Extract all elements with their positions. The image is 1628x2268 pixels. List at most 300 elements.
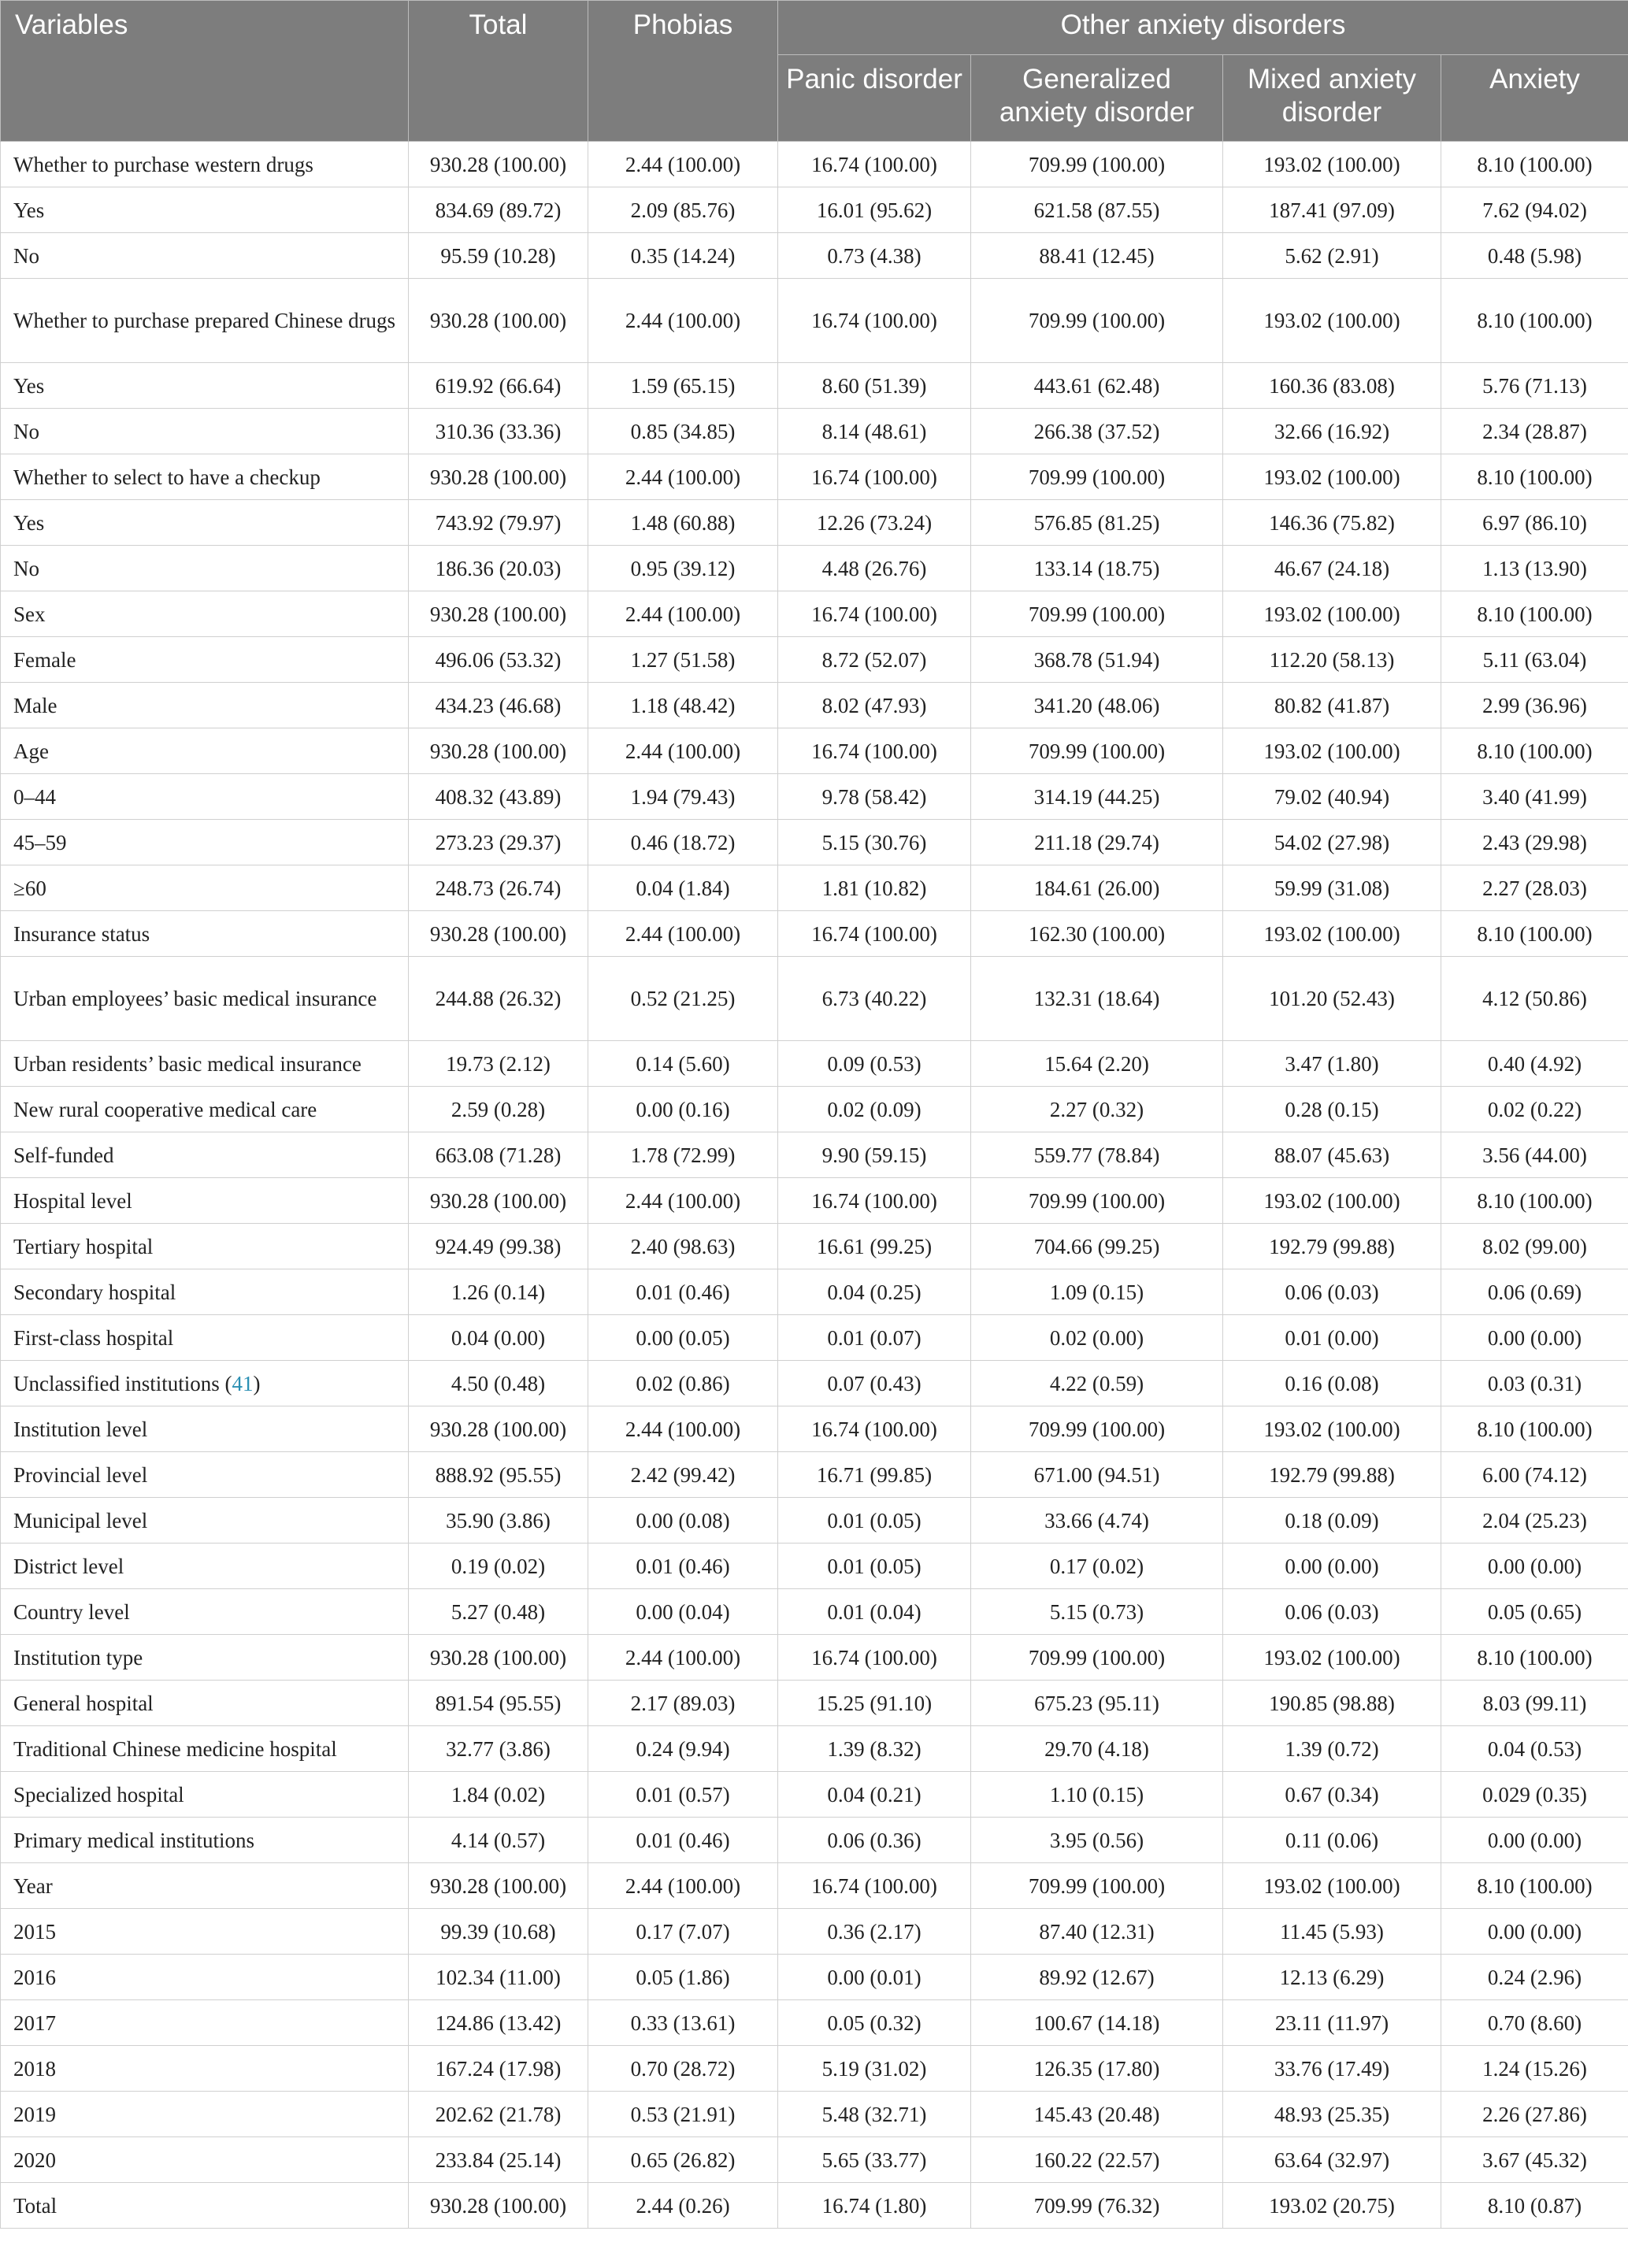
- table-row: [1, 546, 1628, 591]
- table-cell: 146.36 (75.82): [1223, 500, 1441, 546]
- row-label-text: No: [13, 243, 39, 268]
- table-row: [1, 1361, 1628, 1406]
- table-cell: 930.28 (100.00): [409, 1178, 588, 1224]
- table-cell: 8.03 (99.11): [1441, 1681, 1628, 1726]
- table-cell: 5.62 (2.91): [1223, 233, 1441, 279]
- row-label: [1, 774, 409, 820]
- table-row: [1, 728, 1628, 774]
- row-label-text: Municipal level: [13, 1508, 148, 1532]
- table-cell: 0.07 (0.43): [778, 1361, 971, 1406]
- table-cell: 709.99 (76.32): [971, 2183, 1223, 2229]
- table-cell: 0.06 (0.03): [1223, 1589, 1441, 1635]
- row-label: [1, 409, 409, 454]
- table-cell: 0.04 (1.84): [588, 865, 778, 911]
- table-cell: 2.42 (99.42): [588, 1452, 778, 1498]
- table-cell: 233.84 (25.14): [409, 2137, 588, 2183]
- row-label: [1, 1041, 409, 1087]
- table-cell: 87.40 (12.31): [971, 1909, 1223, 1955]
- table-cell: 0.40 (4.92): [1441, 1041, 1628, 1087]
- table-cell: 0.06 (0.36): [778, 1818, 971, 1863]
- table-cell: 132.31 (18.64): [971, 957, 1223, 1041]
- table-cell: 0.01 (0.00): [1223, 1315, 1441, 1361]
- table-row: [1, 1132, 1628, 1178]
- table-cell: 186.36 (20.03): [409, 546, 588, 591]
- table-row: [1, 820, 1628, 865]
- row-label-text: No: [13, 419, 39, 443]
- table-cell: 0.09 (0.53): [778, 1041, 971, 1087]
- table-cell: 16.74 (100.00): [778, 1406, 971, 1452]
- table-cell: 0.00 (0.00): [1441, 1315, 1628, 1361]
- table-cell: 0.00 (0.05): [588, 1315, 778, 1361]
- table-cell: 2.44 (100.00): [588, 454, 778, 500]
- table-cell: 4.12 (50.86): [1441, 957, 1628, 1041]
- row-label-text: Sex: [13, 602, 46, 626]
- table-cell: 0.00 (0.04): [588, 1589, 778, 1635]
- header-variables: Variables: [1, 1, 409, 142]
- table-row: [1, 363, 1628, 409]
- header-total: Total: [409, 1, 588, 142]
- table-cell: 32.66 (16.92): [1223, 409, 1441, 454]
- table-cell: 4.14 (0.57): [409, 1818, 588, 1863]
- table-cell: 8.10 (0.87): [1441, 2183, 1628, 2229]
- row-label-text: Specialized hospital: [13, 1782, 184, 1807]
- table-cell: 5.27 (0.48): [409, 1589, 588, 1635]
- table-cell: 160.22 (22.57): [971, 2137, 1223, 2183]
- table-row: [1, 1863, 1628, 1909]
- table-header: [1, 1, 1628, 142]
- table-cell: 9.78 (58.42): [778, 774, 971, 820]
- row-label-text: Whether to purchase prepared Chinese drugs: [13, 309, 396, 332]
- table-row: [1, 1224, 1628, 1269]
- table-cell: 89.92 (12.67): [971, 1955, 1223, 2000]
- row-label: [1, 911, 409, 957]
- table-cell: 145.43 (20.48): [971, 2092, 1223, 2137]
- row-label-text: 45–59: [13, 830, 67, 854]
- table-cell: 1.39 (8.32): [778, 1726, 971, 1772]
- table-cell: 0.18 (0.09): [1223, 1498, 1441, 1544]
- table-cell: 0.11 (0.06): [1223, 1818, 1441, 1863]
- table-cell: 2.44 (100.00): [588, 1863, 778, 1909]
- table-cell: 16.74 (100.00): [778, 1178, 971, 1224]
- table-cell: 193.02 (100.00): [1223, 142, 1441, 187]
- table-cell: 8.10 (100.00): [1441, 454, 1628, 500]
- table-cell: 0.00 (0.00): [1441, 1909, 1628, 1955]
- table-cell: 2.44 (100.00): [588, 911, 778, 957]
- table-cell: 8.10 (100.00): [1441, 911, 1628, 957]
- table-cell: 930.28 (100.00): [409, 454, 588, 500]
- table-cell: 211.18 (29.74): [971, 820, 1223, 865]
- table-cell: 3.40 (41.99): [1441, 774, 1628, 820]
- table-row: [1, 1544, 1628, 1589]
- table-cell: 46.67 (24.18): [1223, 546, 1441, 591]
- table-cell: 193.02 (100.00): [1223, 1863, 1441, 1909]
- table-cell: 6.73 (40.22): [778, 957, 971, 1041]
- table-cell: 8.02 (47.93): [778, 683, 971, 728]
- row-label-text: Female: [13, 647, 76, 672]
- table-cell: 33.66 (4.74): [971, 1498, 1223, 1544]
- table-cell: 0.03 (0.31): [1441, 1361, 1628, 1406]
- table-cell: 443.61 (62.48): [971, 363, 1223, 409]
- table-cell: 184.61 (26.00): [971, 865, 1223, 911]
- row-label-text: ≥60: [13, 876, 46, 900]
- row-label-text: New rural cooperative medical care: [13, 1097, 317, 1121]
- table-cell: 8.10 (100.00): [1441, 142, 1628, 187]
- table-row: [1, 1406, 1628, 1452]
- row-label: [1, 1818, 409, 1863]
- row-label-text: Provincial level: [13, 1462, 148, 1487]
- row-label: [1, 1589, 409, 1635]
- table-cell: 16.74 (100.00): [778, 728, 971, 774]
- table-cell: 0.24 (2.96): [1441, 1955, 1628, 2000]
- table-cell: 160.36 (83.08): [1223, 363, 1441, 409]
- row-label-text: Unclassified institutions: [13, 1371, 220, 1395]
- row-label: [1, 1087, 409, 1132]
- table-cell: 0.19 (0.02): [409, 1544, 588, 1589]
- table-row: [1, 865, 1628, 911]
- table-row: [1, 1726, 1628, 1772]
- table-cell: 2.27 (0.32): [971, 1087, 1223, 1132]
- table-cell: 0.01 (0.04): [778, 1589, 971, 1635]
- table-cell: 1.10 (0.15): [971, 1772, 1223, 1818]
- table-cell: 0.01 (0.46): [588, 1269, 778, 1315]
- row-label-text: Institution level: [13, 1417, 148, 1441]
- table-row: [1, 2000, 1628, 2046]
- table-row: [1, 1589, 1628, 1635]
- table-cell: 310.36 (33.36): [409, 409, 588, 454]
- table-cell: 888.92 (95.55): [409, 1452, 588, 1498]
- table-row: [1, 409, 1628, 454]
- table-cell: 0.28 (0.15): [1223, 1087, 1441, 1132]
- table-row: [1, 911, 1628, 957]
- row-label: [1, 1772, 409, 1818]
- table-cell: 100.67 (14.18): [971, 2000, 1223, 2046]
- row-label: [1, 1406, 409, 1452]
- header-generalized-anxiety-disorder: Generalized anxiety disorder: [971, 55, 1223, 142]
- table-cell: 0.00 (0.16): [588, 1087, 778, 1132]
- table-cell: 0.00 (0.00): [1441, 1544, 1628, 1589]
- reference-link[interactable]: 41: [232, 1371, 254, 1395]
- row-label: [1, 454, 409, 500]
- table-cell: 930.28 (100.00): [409, 1406, 588, 1452]
- table-row: [1, 1772, 1628, 1818]
- table-cell: 2.44 (0.26): [588, 2183, 778, 2229]
- table-cell: 16.01 (95.62): [778, 187, 971, 233]
- table-cell: 5.11 (63.04): [1441, 637, 1628, 683]
- table-row: [1, 454, 1628, 500]
- table-cell: 0.65 (26.82): [588, 2137, 778, 2183]
- table-cell: 0.70 (28.72): [588, 2046, 778, 2092]
- table-row: [1, 1178, 1628, 1224]
- table-cell: 273.23 (29.37): [409, 820, 588, 865]
- row-label-text: Age: [13, 739, 49, 763]
- table-row: [1, 1955, 1628, 2000]
- table-cell: 930.28 (100.00): [409, 1635, 588, 1681]
- row-label: [1, 1498, 409, 1544]
- table-cell: 0.36 (2.17): [778, 1909, 971, 1955]
- table-cell: 11.45 (5.93): [1223, 1909, 1441, 1955]
- table-cell: 16.74 (100.00): [778, 591, 971, 637]
- row-label: [1, 500, 409, 546]
- table-cell: 0.05 (1.86): [588, 1955, 778, 2000]
- table-cell: 5.76 (71.13): [1441, 363, 1628, 409]
- table-cell: 2.27 (28.03): [1441, 865, 1628, 911]
- table-cell: 126.35 (17.80): [971, 2046, 1223, 2092]
- row-label-text: No: [13, 556, 39, 580]
- row-label: [1, 2137, 409, 2183]
- table-cell: 576.85 (81.25): [971, 500, 1223, 546]
- table-row: [1, 1818, 1628, 1863]
- table-row: [1, 1087, 1628, 1132]
- table-cell: 930.28 (100.00): [409, 728, 588, 774]
- table-cell: 193.02 (100.00): [1223, 728, 1441, 774]
- row-label-text: Tertiary hospital: [13, 1234, 154, 1258]
- table-cell: 266.38 (37.52): [971, 409, 1223, 454]
- table-cell: 709.99 (100.00): [971, 1863, 1223, 1909]
- table-cell: 2.44 (100.00): [588, 279, 778, 363]
- row-label: Unclassified institutions (41): [1, 1361, 409, 1406]
- table-cell: 1.26 (0.14): [409, 1269, 588, 1315]
- table-cell: 0.00 (0.08): [588, 1498, 778, 1544]
- table-cell: 930.28 (100.00): [409, 911, 588, 957]
- table-cell: 15.64 (2.20): [971, 1041, 1223, 1087]
- table-cell: 0.33 (13.61): [588, 2000, 778, 2046]
- table-cell: 2.44 (100.00): [588, 1406, 778, 1452]
- row-label-text: 2018: [13, 2056, 56, 2081]
- row-label-text: Country level: [13, 1599, 130, 1624]
- table-cell: 0.01 (0.46): [588, 1818, 778, 1863]
- table-cell: 4.50 (0.48): [409, 1361, 588, 1406]
- table-cell: 709.99 (100.00): [971, 279, 1223, 363]
- table-cell: 16.74 (100.00): [778, 454, 971, 500]
- table-cell: 80.82 (41.87): [1223, 683, 1441, 728]
- table-cell: 8.10 (100.00): [1441, 1863, 1628, 1909]
- table-cell: 0.01 (0.05): [778, 1544, 971, 1589]
- table-cell: 192.79 (99.88): [1223, 1452, 1441, 1498]
- table-cell: 193.02 (100.00): [1223, 911, 1441, 957]
- table-cell: 16.74 (100.00): [778, 279, 971, 363]
- table-cell: 709.99 (100.00): [971, 1635, 1223, 1681]
- table-cell: 2.17 (89.03): [588, 1681, 778, 1726]
- table-cell: 0.04 (0.00): [409, 1315, 588, 1361]
- table-cell: 1.27 (51.58): [588, 637, 778, 683]
- table-cell: 12.13 (6.29): [1223, 1955, 1441, 2000]
- table-cell: 102.34 (11.00): [409, 1955, 588, 2000]
- table-row: [1, 1452, 1628, 1498]
- table-cell: 32.77 (3.86): [409, 1726, 588, 1772]
- table-cell: 193.02 (100.00): [1223, 1406, 1441, 1452]
- table-cell: 63.64 (32.97): [1223, 2137, 1441, 2183]
- table-row: [1, 1498, 1628, 1544]
- table-cell: 0.02 (0.22): [1441, 1087, 1628, 1132]
- table-row: [1, 1269, 1628, 1315]
- table-cell: 79.02 (40.94): [1223, 774, 1441, 820]
- row-label-text: Yes: [13, 198, 45, 222]
- table-cell: 101.20 (52.43): [1223, 957, 1441, 1041]
- table-cell: 0.95 (39.12): [588, 546, 778, 591]
- table-cell: 133.14 (18.75): [971, 546, 1223, 591]
- table-cell: 8.14 (48.61): [778, 409, 971, 454]
- table-cell: 1.84 (0.02): [409, 1772, 588, 1818]
- table-row: [1, 2046, 1628, 2092]
- table-cell: 1.94 (79.43): [588, 774, 778, 820]
- row-label-text: 2017: [13, 2010, 56, 2035]
- row-label: [1, 142, 409, 187]
- row-label: [1, 187, 409, 233]
- table-cell: 33.76 (17.49): [1223, 2046, 1441, 2092]
- table-cell: 0.17 (0.02): [971, 1544, 1223, 1589]
- row-label: [1, 1863, 409, 1909]
- table-cell: 1.09 (0.15): [971, 1269, 1223, 1315]
- table-row: [1, 1909, 1628, 1955]
- table-cell: 0.029 (0.35): [1441, 1772, 1628, 1818]
- table-cell: 924.49 (99.38): [409, 1224, 588, 1269]
- table-cell: 0.35 (14.24): [588, 233, 778, 279]
- table-cell: 0.16 (0.08): [1223, 1361, 1441, 1406]
- table-cell: 193.02 (100.00): [1223, 591, 1441, 637]
- table-cell: 0.67 (0.34): [1223, 1772, 1441, 1818]
- table-cell: 1.48 (60.88): [588, 500, 778, 546]
- table-cell: 0.04 (0.21): [778, 1772, 971, 1818]
- table-cell: 244.88 (26.32): [409, 957, 588, 1041]
- row-label: [1, 957, 409, 1041]
- row-label-text: General hospital: [13, 1691, 154, 1715]
- row-label-text: Year: [13, 1873, 53, 1898]
- table-cell: 6.00 (74.12): [1441, 1452, 1628, 1498]
- table-cell: 930.28 (100.00): [409, 2183, 588, 2229]
- table-cell: 0.02 (0.00): [971, 1315, 1223, 1361]
- table-cell: 0.52 (21.25): [588, 957, 778, 1041]
- table-cell: 193.02 (100.00): [1223, 1178, 1441, 1224]
- table-cell: 8.10 (100.00): [1441, 1635, 1628, 1681]
- table-row: [1, 2092, 1628, 2137]
- table-cell: 2.26 (27.86): [1441, 2092, 1628, 2137]
- table-cell: 930.28 (100.00): [409, 279, 588, 363]
- table-cell: 16.74 (100.00): [778, 142, 971, 187]
- row-label-text: 0–44: [13, 784, 56, 809]
- table-cell: 1.18 (48.42): [588, 683, 778, 728]
- table-cell: 5.15 (0.73): [971, 1589, 1223, 1635]
- row-label: [1, 1452, 409, 1498]
- row-label: [1, 1726, 409, 1772]
- row-label-text: Urban employees’ basic medical insurance: [13, 987, 377, 1010]
- table-row: [1, 279, 1628, 363]
- row-label-text: Traditional Chinese medicine hospital: [13, 1736, 337, 1761]
- table-cell: 0.24 (9.94): [588, 1726, 778, 1772]
- table-cell: 95.59 (10.28): [409, 233, 588, 279]
- row-label: [1, 1224, 409, 1269]
- table-cell: 16.74 (100.00): [778, 911, 971, 957]
- table-cell: 162.30 (100.00): [971, 911, 1223, 957]
- row-label-text: 2020: [13, 2148, 56, 2172]
- row-label: [1, 637, 409, 683]
- row-label-text: Self-funded: [13, 1143, 114, 1167]
- table-cell: 193.02 (100.00): [1223, 1635, 1441, 1681]
- table-cell: 368.78 (51.94): [971, 637, 1223, 683]
- table-cell: 408.32 (43.89): [409, 774, 588, 820]
- table-cell: 88.41 (12.45): [971, 233, 1223, 279]
- table-cell: 0.04 (0.25): [778, 1269, 971, 1315]
- table-cell: 6.97 (86.10): [1441, 500, 1628, 546]
- table-row: [1, 1041, 1628, 1087]
- table-cell: 2.99 (36.96): [1441, 683, 1628, 728]
- table-cell: 0.70 (8.60): [1441, 2000, 1628, 2046]
- table-cell: 2.44 (100.00): [588, 1178, 778, 1224]
- table-cell: 248.73 (26.74): [409, 865, 588, 911]
- row-label: [1, 683, 409, 728]
- table-cell: 496.06 (53.32): [409, 637, 588, 683]
- table-cell: 2.04 (25.23): [1441, 1498, 1628, 1544]
- table-row: [1, 637, 1628, 683]
- table-row: [1, 233, 1628, 279]
- table-cell: 2.34 (28.87): [1441, 409, 1628, 454]
- row-label: [1, 233, 409, 279]
- table-cell: 2.43 (29.98): [1441, 820, 1628, 865]
- table-cell: 3.95 (0.56): [971, 1818, 1223, 1863]
- table-cell: 1.78 (72.99): [588, 1132, 778, 1178]
- table-cell: 619.92 (66.64): [409, 363, 588, 409]
- table-cell: 190.85 (98.88): [1223, 1681, 1441, 1726]
- table-cell: 2.59 (0.28): [409, 1087, 588, 1132]
- table-cell: 23.11 (11.97): [1223, 2000, 1441, 2046]
- table-cell: 0.01 (0.05): [778, 1498, 971, 1544]
- row-label: [1, 1315, 409, 1361]
- table-row: [1, 1635, 1628, 1681]
- table-cell: 193.02 (20.75): [1223, 2183, 1441, 2229]
- table-cell: 0.53 (21.91): [588, 2092, 778, 2137]
- table-cell: 0.01 (0.57): [588, 1772, 778, 1818]
- table-cell: 675.23 (95.11): [971, 1681, 1223, 1726]
- table-cell: 193.02 (100.00): [1223, 454, 1441, 500]
- row-label: [1, 546, 409, 591]
- table-cell: 709.99 (100.00): [971, 1178, 1223, 1224]
- table-cell: 743.92 (79.97): [409, 500, 588, 546]
- table-cell: 2.44 (100.00): [588, 1635, 778, 1681]
- table-cell: 59.99 (31.08): [1223, 865, 1441, 911]
- table-cell: 709.99 (100.00): [971, 728, 1223, 774]
- table-cell: 0.01 (0.07): [778, 1315, 971, 1361]
- table-cell: 35.90 (3.86): [409, 1498, 588, 1544]
- row-label: [1, 2046, 409, 2092]
- row-label: [1, 363, 409, 409]
- row-label: [1, 820, 409, 865]
- table-cell: 2.40 (98.63): [588, 1224, 778, 1269]
- table-cell: 8.10 (100.00): [1441, 1406, 1628, 1452]
- table-cell: 0.14 (5.60): [588, 1041, 778, 1087]
- table-cell: 8.10 (100.00): [1441, 728, 1628, 774]
- table-cell: 8.10 (100.00): [1441, 591, 1628, 637]
- table-row: [1, 500, 1628, 546]
- table-cell: 621.58 (87.55): [971, 187, 1223, 233]
- table-cell: 0.02 (0.86): [588, 1361, 778, 1406]
- row-label-text: Hospital level: [13, 1188, 132, 1213]
- row-label-text: Urban residents’ basic medical insurance: [13, 1051, 362, 1076]
- table-cell: 202.62 (21.78): [409, 2092, 588, 2137]
- table-cell: 48.93 (25.35): [1223, 2092, 1441, 2137]
- table-row: [1, 142, 1628, 187]
- table-cell: 834.69 (89.72): [409, 187, 588, 233]
- table-cell: 0.01 (0.46): [588, 1544, 778, 1589]
- table-cell: 0.06 (0.69): [1441, 1269, 1628, 1315]
- table-cell: 187.41 (97.09): [1223, 187, 1441, 233]
- table-cell: 4.48 (26.76): [778, 546, 971, 591]
- table-cell: 709.99 (100.00): [971, 591, 1223, 637]
- table-cell: 1.81 (10.82): [778, 865, 971, 911]
- table-cell: 16.61 (99.25): [778, 1224, 971, 1269]
- table-cell: 12.26 (73.24): [778, 500, 971, 546]
- row-label: [1, 1132, 409, 1178]
- row-label: [1, 1269, 409, 1315]
- table-cell: 167.24 (17.98): [409, 2046, 588, 2092]
